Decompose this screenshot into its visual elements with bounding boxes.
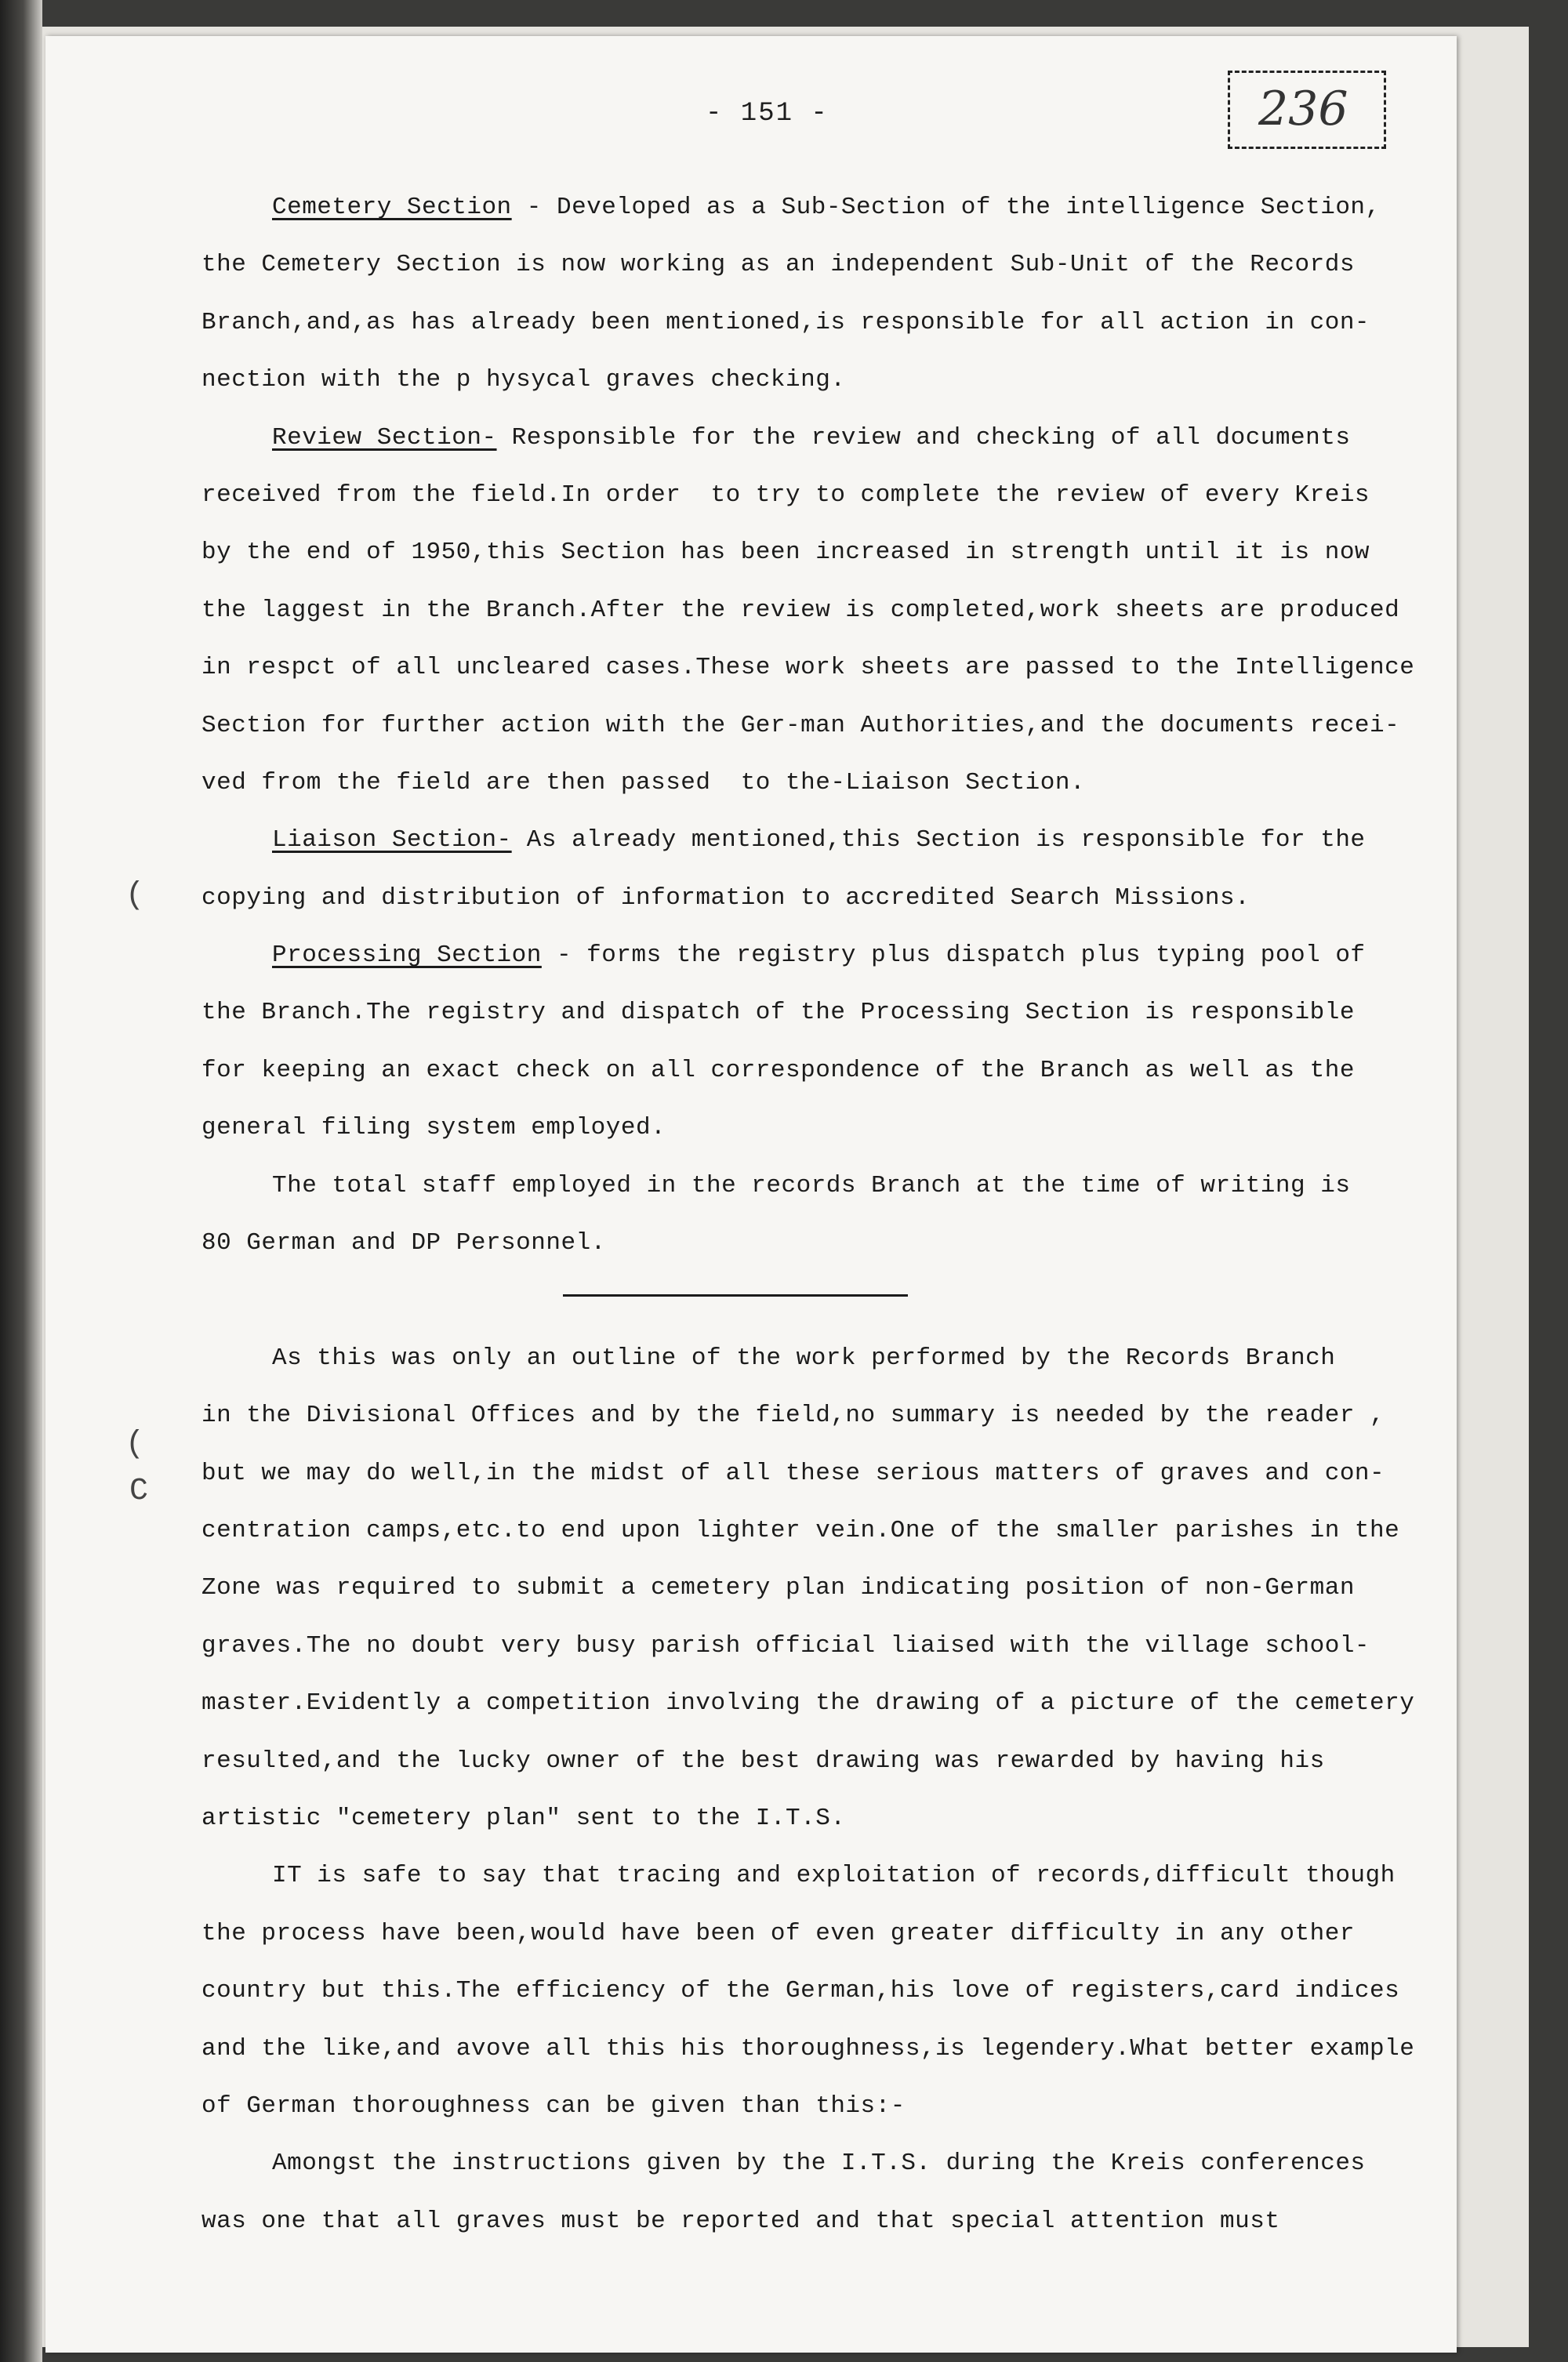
line-text: received from the field.In order to try to complete the review of every Kreis <box>201 481 1370 509</box>
line-text: graves.The no doubt very busy parish official liaised with the village school- <box>201 1631 1370 1660</box>
line-text: copying and distribution of information to accredited Search Missions. <box>201 883 1250 912</box>
text-line <box>201 466 1425 524</box>
line-text: by the end of 1950,this Section has been increased in strength until it is now <box>201 539 1370 567</box>
line-text: As already mentioned,this Section is responsible for the <box>511 826 1366 854</box>
line-text: nection with the p hysycal graves checking. <box>201 366 846 394</box>
line-text: As this was only an outline of the work performed by the Records Branch <box>272 1344 1336 1372</box>
line-text: centration camps,etc.to end upon lighter vein.One of the smaller parishes in the <box>201 1516 1400 1544</box>
line-text: was one that all graves must be reported and that special attention must <box>201 2207 1280 2235</box>
text-line <box>201 639 1425 696</box>
text-line <box>201 1330 1425 1387</box>
line-text: - Developed as a Sub-Section of the intelligence Section, <box>511 194 1381 221</box>
text-line <box>201 697 1425 754</box>
text-line <box>201 1445 1425 1502</box>
text-line <box>201 1674 1425 1732</box>
line-text: the Branch.The registry and dispatch of the Processing Section is responsible <box>201 999 1355 1027</box>
text-line <box>201 351 1425 408</box>
text-line <box>201 1905 1425 1962</box>
binding-gutter <box>0 0 42 2362</box>
margin-mark: ( <box>125 1427 145 1462</box>
section-heading: Review Section- <box>272 423 497 452</box>
line-text: resulted,and the lucky owner of the best drawing was rewarded by having his <box>201 1747 1325 1775</box>
line-text: and the like,and avove all this his thoroughness,is legendery.What better example <box>201 2034 1415 2063</box>
line-text: but we may do well,in the midst of all these serious matters of graves and con- <box>201 1459 1385 1487</box>
line-text: the process have been,would have been of even greater difficulty in any other <box>201 1919 1355 1947</box>
text-line <box>201 524 1425 581</box>
text-line <box>201 869 1425 927</box>
text-line <box>201 294 1425 351</box>
text-line <box>201 236 1425 293</box>
line-text: ved from the field are then passed to the-Liaison Section. <box>201 768 1086 796</box>
line-text: - forms the registry plus dispatch plus typing pool of <box>541 942 1366 970</box>
text-line <box>201 1042 1425 1099</box>
margin-mark: ( <box>125 878 145 913</box>
text-line <box>201 811 1425 869</box>
text-line <box>201 1617 1425 1674</box>
line-text: Section for further action with the Ger-man Authorities,and the documents recei- <box>201 711 1400 739</box>
text-line <box>201 1099 1425 1156</box>
line-text: in the Divisional Offices and by the field,no summary is needed by the reader , <box>201 1402 1385 1430</box>
line-text: the Cemetery Section is now working as an independent Sub-Unit of the Records <box>201 251 1355 279</box>
text-line <box>201 409 1425 466</box>
text-line <box>201 1272 1425 1329</box>
line-text: in respct of all uncleared cases.These work sheets are passed to the Intelligence <box>201 654 1415 682</box>
line-text: Amongst the instructions given by the I.T.S. during the Kreis conferences <box>272 2150 1366 2178</box>
line-text: 80 German and DP Personnel. <box>201 1229 606 1257</box>
archive-number: 236 <box>1258 82 1348 136</box>
line-text: Responsible for the review and checking of all documents <box>496 423 1351 452</box>
line-text: master.Evidently a competition involving the drawing of a picture of the cemetery <box>201 1689 1415 1718</box>
text-line <box>201 1732 1425 1790</box>
body-text <box>201 179 1425 2250</box>
section-divider <box>563 1294 908 1297</box>
text-line <box>201 1157 1425 1214</box>
line-text: for keeping an exact check on all correspondence of the Branch as well as the <box>201 1056 1355 1084</box>
text-line <box>201 1790 1425 1847</box>
line-text: IT is safe to say that tracing and exploitation of records,difficult though <box>272 1862 1396 1890</box>
text-line <box>201 984 1425 1041</box>
section-heading: Processing Section <box>272 942 542 970</box>
text-line <box>201 1962 1425 2019</box>
text-line <box>201 927 1425 984</box>
text-line <box>201 1502 1425 1559</box>
line-text: Zone was required to submit a cemetery plan indicating position of non-German <box>201 1574 1355 1602</box>
section-heading: Cemetery Section <box>272 194 512 221</box>
text-line <box>201 2193 1425 2250</box>
text-line <box>201 1214 1425 1272</box>
line-text: general filing system employed. <box>201 1114 666 1142</box>
line-text: The total staff employed in the records Branch at the time of writing is <box>272 1171 1351 1199</box>
line-text: country but this.The efficiency of the German,his love of registers,card indices <box>201 1977 1400 2005</box>
text-line <box>201 2135 1425 2192</box>
text-line <box>201 179 1425 236</box>
margin-mark: C <box>129 1474 149 1509</box>
text-line <box>201 2020 1425 2077</box>
line-text: the laggest in the Branch.After the review is completed,work sheets are produced <box>201 596 1400 624</box>
section-heading: Liaison Section- <box>272 826 512 854</box>
text-line <box>201 1559 1425 1616</box>
text-line <box>201 1387 1425 1444</box>
text-line <box>201 1847 1425 1904</box>
text-line <box>201 582 1425 639</box>
text-line <box>201 2077 1425 2135</box>
text-line <box>201 754 1425 811</box>
page-number: - 151 - <box>706 99 829 129</box>
line-text: of German thoroughness can be given than this:- <box>201 2092 906 2120</box>
line-text: artistic "cemetery plan" sent to the I.T.S. <box>201 1804 846 1832</box>
line-text: Branch,and,as has already been mentioned,is responsible for all action in con- <box>201 308 1370 336</box>
